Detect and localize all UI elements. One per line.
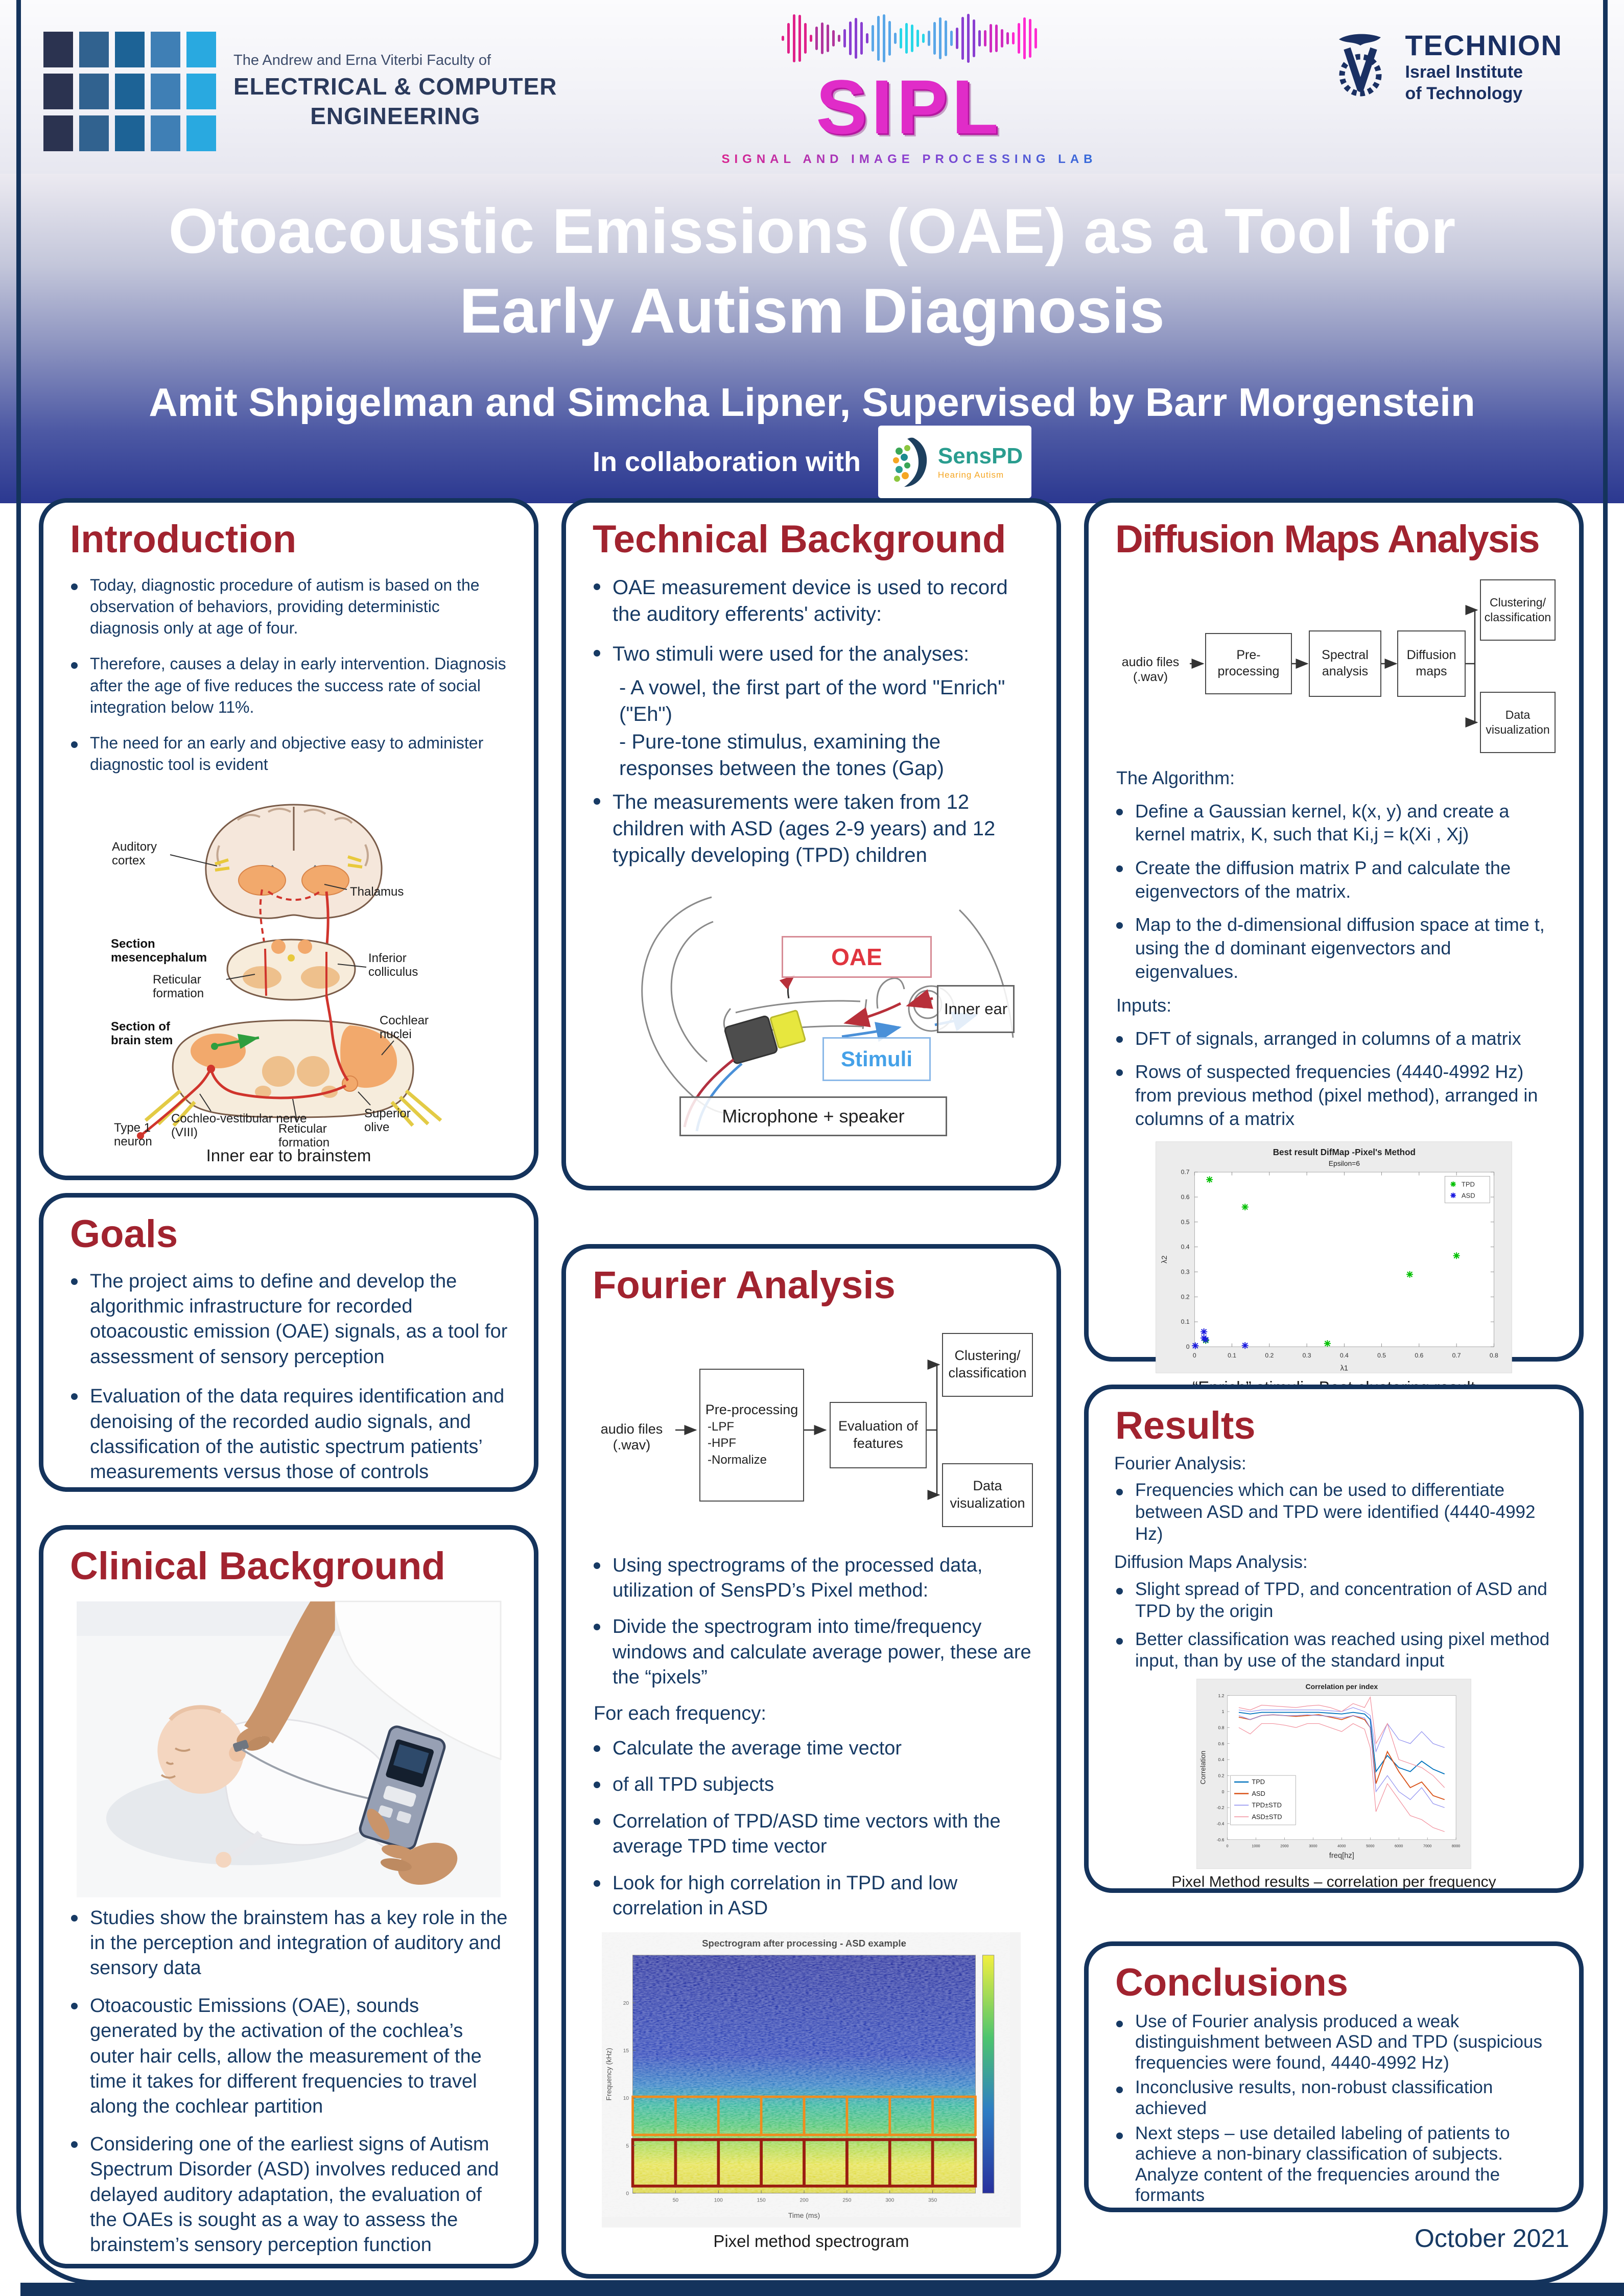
svg-text:TPD±STD: TPD±STD <box>1252 1801 1282 1809</box>
results-bullet-3-text: Better classification was reached using pixel method input, than by use of the standard input <box>1135 1629 1550 1671</box>
pre-item-lpf: -LPF <box>708 1419 735 1434</box>
spectrogram-figure <box>602 1932 1021 2228</box>
dviz-line2: visualization <box>1486 722 1550 736</box>
svg-text:50: 50 <box>672 2197 679 2204</box>
svg-text:7000: 7000 <box>1423 1843 1432 1848</box>
bullet-dot-icon <box>71 583 78 590</box>
svg-text:λ1: λ1 <box>1340 1364 1349 1372</box>
clinical-bullet-3-text: Considering one of the earliest signs of Autism Spectrum Disorder (ASD) involves reduced and delayed auditory adaptation, the evaluation of the OAEs is sought as a way to assess the brainstem’s sensory perception function <box>90 2133 499 2256</box>
ear-label-microphone-speaker: Microphone + speaker <box>679 1096 947 1136</box>
bullet-dot-icon <box>594 1880 600 1887</box>
brain-label-section-brainstem: Section of brain stem <box>111 1020 173 1047</box>
svg-text:0.8: 0.8 <box>1218 1725 1225 1730</box>
diffusion-title: Diffusion Maps Analysis <box>1115 518 1539 561</box>
bullet-dot-icon <box>71 1915 78 1922</box>
svg-text:0.6: 0.6 <box>1218 1741 1225 1746</box>
faculty-line2: ELECTRICAL & COMPUTER <box>233 73 557 100</box>
fourier-bullet-1-text: Using spectrograms of the processed data, utilization of SensPD’s Pixel method: <box>613 1554 983 1601</box>
results-bullet-1 <box>1112 1480 1556 1545</box>
bullet-dot-icon <box>594 583 600 590</box>
tech-bullet-3-text: The measurements were taken from 12 children with ASD (ages 2-9 years) and 12 typically developing (TPD) children <box>613 790 996 866</box>
faculty-logo <box>43 32 557 151</box>
intro-bullet-2-text: Therefore, causes a delay in early intervention. Diagnosis after the age of five reduces the success rate of social integration below 11%. <box>90 654 506 716</box>
fourier-flow-input: audio files (.wav) <box>600 1421 663 1452</box>
results-diffusion-label: Diffusion Maps Analysis: <box>1114 1552 1308 1573</box>
svg-text:0: 0 <box>1186 1343 1190 1350</box>
sipl-logo <box>705 10 1114 167</box>
svg-text:Correlation per index: Correlation per index <box>1305 1682 1378 1691</box>
svg-text:6000: 6000 <box>1395 1843 1403 1848</box>
algorithm-heading: The Algorithm: <box>1116 767 1235 788</box>
technical-title: Technical Background <box>593 518 1006 561</box>
svg-text:3000: 3000 <box>1309 1843 1317 1848</box>
svg-text:-0.4: -0.4 <box>1216 1821 1225 1826</box>
svg-text:0.1: 0.1 <box>1181 1318 1190 1325</box>
goals-bullet-2-text: Evaluation of the data requires identification and denoising of the recorded audio signals, and classification of the autistic spectrum patients’ measurements versus those of controls <box>90 1386 505 1483</box>
bullet-dot-icon <box>71 741 78 748</box>
svg-text:0: 0 <box>1221 1789 1225 1794</box>
footer-band <box>20 2283 1624 2296</box>
sipl-name: SIPL <box>816 64 1003 150</box>
svg-text:TPD: TPD <box>1461 1180 1475 1188</box>
diffusion-flowchart <box>1112 574 1558 753</box>
collaboration-row <box>0 426 1624 498</box>
bullet-dot-icon <box>1116 1489 1123 1495</box>
faculty-logo-squares-icon <box>43 32 216 151</box>
svg-text:Epsilon=6: Epsilon=6 <box>1328 1159 1360 1167</box>
clinical-photo-figure <box>67 1601 510 1897</box>
bullet-dot-icon <box>1116 2021 1123 2027</box>
conclusions-bullet-1 <box>1112 2011 1556 2074</box>
clinical-bullet-2 <box>67 1994 510 2120</box>
conclusions-section <box>1084 1941 1584 2212</box>
viz-line1: Data <box>973 1478 1002 1494</box>
sipl-subtitle: SIGNAL AND IMAGE PROCESSING LAB <box>705 152 1114 167</box>
diffusion-input-2-text: Rows of suspected frequencies (4440-4992 Hz) from previous method (pixel method), arranged in columns of a matrix <box>1135 1061 1538 1129</box>
technion-line2: of Technology <box>1405 83 1523 103</box>
svg-text:100: 100 <box>714 2197 723 2204</box>
svg-text:freq[hz]: freq[hz] <box>1329 1852 1354 1860</box>
results-bullet-3 <box>1112 1629 1556 1672</box>
oae-ear-diagram <box>602 882 1021 1137</box>
bullet-dot-icon <box>1116 809 1123 815</box>
svg-text:1.2: 1.2 <box>1218 1693 1225 1698</box>
diffusion-flow-clustering <box>1480 579 1556 641</box>
dclust-line2: classification <box>1484 610 1551 624</box>
svg-text:0: 0 <box>1226 1843 1229 1848</box>
clinical-bullet-2-text: Otoacoustic Emissions (OAE), sounds generated by the activation of the cochlea’s outer hair cells, allow the measurement of the time it takes for different frequencies to travel along the cochlear partition <box>90 1995 482 2118</box>
diffusion-maps-section <box>1084 498 1584 1372</box>
ear-label-oae: OAE <box>782 936 932 978</box>
technion-logo <box>1328 28 1563 105</box>
svg-text:0.6: 0.6 <box>1181 1193 1190 1201</box>
tech-bullet-1-text: OAE measurement device is used to record the auditory efferents' activity: <box>613 576 1008 625</box>
svg-text:8000: 8000 <box>1451 1843 1461 1848</box>
svg-text:0.2: 0.2 <box>1218 1773 1225 1778</box>
svg-text:15: 15 <box>623 2048 629 2054</box>
eval-line2: features <box>853 1435 903 1451</box>
tech-subitem-puretone: - Pure-tone stimulus, examining the responses between the tones (Gap) <box>619 730 944 780</box>
bullet-dot-icon <box>1116 1638 1123 1645</box>
bullet-dot-icon <box>1116 865 1123 872</box>
intro-bullet-1 <box>67 574 510 639</box>
svg-text:Best result DifMap -Pixel's Me: Best result DifMap -Pixel's Method <box>1273 1147 1416 1157</box>
goals-bullet-1-text: The project aims to define and develop the algorithmic infrastructure for recorded otoacoustic emission (OAE) signals, as a tool for assessment of sensory perception <box>90 1270 508 1368</box>
inputs-heading: Inputs: <box>1116 994 1172 1016</box>
ear-label-inner-ear: Inner ear <box>937 985 1015 1033</box>
brain-label-section-mesencephalum: Section mesencephalum <box>111 937 207 965</box>
svg-text:2000: 2000 <box>1280 1843 1289 1848</box>
dviz-line1: Data <box>1505 708 1531 721</box>
svg-text:5: 5 <box>626 2143 629 2149</box>
fourier-for-each-label: For each frequency: <box>594 1702 766 1724</box>
goals-title: Goals <box>70 1212 178 1256</box>
technical-background-section <box>561 498 1061 1190</box>
faculty-line3: ENGINEERING <box>310 102 481 129</box>
tech-bullet-1 <box>590 574 1033 627</box>
svg-text:0.3: 0.3 <box>1181 1268 1190 1276</box>
svg-text:λ2: λ2 <box>1160 1255 1169 1263</box>
bullet-dot-icon <box>71 1278 78 1285</box>
viz-line2: visualization <box>950 1495 1025 1511</box>
fourier-flow-clustering <box>942 1333 1033 1397</box>
diffusion-flow-maps <box>1397 630 1466 697</box>
technion-text <box>1405 29 1563 104</box>
bullet-dot-icon <box>594 1745 600 1752</box>
correlation-chart <box>1196 1678 1472 1869</box>
spectrogram-xlabel: Time (ms) <box>788 2211 820 2220</box>
diffusion-flow-spectral <box>1309 630 1381 697</box>
svg-text:0.4: 0.4 <box>1339 1351 1349 1359</box>
svg-text:0.4: 0.4 <box>1181 1243 1190 1251</box>
brain-label-reticular-formation-1: Reticular formation <box>153 973 204 1000</box>
results-section <box>1084 1385 1584 1893</box>
bullet-dot-icon <box>594 1782 600 1788</box>
bullet-dot-icon <box>1116 922 1123 929</box>
bullet-dot-icon <box>1116 1069 1123 1076</box>
fourier-analysis-section <box>561 1244 1061 2279</box>
tech-subitem-vowel: - A vowel, the first part of the word "Enrich" ("Eh") <box>619 676 1005 725</box>
brain-label-superior-olive: Superior olive <box>364 1107 411 1134</box>
results-bullet-1-text: Frequencies which can be used to differentiate between ASD and TPD were identified (4440-4992 Hz) <box>1135 1480 1536 1544</box>
svg-text:10: 10 <box>623 2096 629 2102</box>
bullet-dot-icon <box>71 662 78 669</box>
conclusions-bullet-3-text: Next steps – use detailed labeling of patients to achieve a non-binary classification of subjects. Analyze content of the frequencies around the formants <box>1135 2123 1510 2206</box>
sipl-waveform-icon <box>705 10 1114 66</box>
clinical-bullet-3 <box>67 2132 510 2258</box>
fourier-title: Fourier Analysis <box>593 1263 896 1307</box>
faculty-line1: The Andrew and Erna Viterbi Faculty of <box>233 52 491 68</box>
bullet-dot-icon <box>1116 2087 1123 2093</box>
pre-item-hpf: -HPF <box>708 1436 736 1450</box>
svg-text:0.1: 0.1 <box>1228 1351 1237 1359</box>
svg-text:20: 20 <box>623 2001 629 2007</box>
svg-text:0.5: 0.5 <box>1181 1218 1190 1226</box>
bullet-dot-icon <box>594 650 600 657</box>
diffusion-flow-visualization <box>1480 692 1556 753</box>
spectrogram-caption: Pixel method spectrogram <box>713 2232 909 2251</box>
svg-text:0.7: 0.7 <box>1181 1168 1190 1176</box>
dmaps-line2: maps <box>1416 664 1447 678</box>
fourier-flow-pre-items <box>700 1419 767 1468</box>
fourier-bullet-6-text: Look for high correlation in TPD and low correlation in ASD <box>613 1872 958 1919</box>
svg-text:1: 1 <box>1221 1709 1225 1715</box>
results-title: Results <box>1115 1404 1256 1447</box>
diffusion-input-1-text: DFT of signals, arranged in columns of a matrix <box>1135 1027 1521 1049</box>
svg-text:-0.2: -0.2 <box>1216 1805 1225 1811</box>
left-column <box>39 498 538 2279</box>
fourier-flow-preprocessing <box>699 1369 804 1502</box>
fourier-bullet-1 <box>590 1553 1033 1604</box>
pre-item-normalize: -Normalize <box>708 1452 767 1467</box>
poster-title-line2: Early Autism Diagnosis <box>459 276 1165 346</box>
title-banner <box>0 174 1624 503</box>
bullet-dot-icon <box>594 1818 600 1825</box>
svg-text:5000: 5000 <box>1366 1843 1375 1848</box>
svg-text:TPD: TPD <box>1252 1778 1265 1786</box>
brain-label-type1-neuron: Type 1 neuron <box>114 1121 152 1149</box>
bullet-dot-icon <box>71 2003 78 2009</box>
dpre-label: Pre-processing <box>1217 648 1280 678</box>
poster-date: October 2021 <box>1415 2224 1569 2253</box>
svg-text:0.4: 0.4 <box>1218 1757 1225 1763</box>
svg-text:0.2: 0.2 <box>1181 1293 1190 1300</box>
ear-label-stimuli: Stimuli <box>822 1037 931 1081</box>
diffusion-input-2 <box>1112 1060 1556 1130</box>
fourier-bullet-3-text: Calculate the average time vector <box>613 1738 902 1760</box>
intro-bullet-3-text: The need for an early and objective easy to administer diagnostic tool is evident <box>90 734 484 774</box>
svg-text:ASD: ASD <box>1252 1789 1265 1797</box>
diffusion-bullet-3 <box>1112 913 1556 983</box>
technion-line1: Israel Institute <box>1405 62 1523 82</box>
senspd-tagline: Hearing Autism <box>937 470 1004 480</box>
bullet-dot-icon <box>594 798 600 805</box>
tech-bullet-3 <box>590 789 1033 869</box>
fourier-flowchart <box>590 1320 1035 1540</box>
brain-label-auditory-cortex: Auditory cortex <box>112 840 157 868</box>
bullet-dot-icon <box>1116 1036 1123 1043</box>
diffusion-input-1 <box>1112 1027 1556 1050</box>
dspec-line1: Spectral <box>1322 648 1369 663</box>
header <box>0 0 1624 174</box>
authors-line: Amit Shpigelman and Simcha Lipner, Supervised by Barr Morgenstein <box>149 380 1475 425</box>
svg-text:250: 250 <box>842 2197 852 2204</box>
poster-title-line1: Otoacoustic Emissions (OAE) as a Tool for <box>168 196 1456 267</box>
clust-line2: classification <box>948 1365 1027 1381</box>
svg-text:300: 300 <box>885 2197 895 2204</box>
bullet-dot-icon <box>71 2141 78 2148</box>
svg-text:0: 0 <box>1192 1351 1196 1359</box>
conclusions-bullet-2 <box>1112 2077 1556 2119</box>
goals-bullet-2 <box>67 1384 510 1485</box>
tech-bullet-2-text: Two stimuli were used for the analyses: <box>613 642 970 665</box>
svg-text:150: 150 <box>757 2197 766 2204</box>
svg-text:4000: 4000 <box>1337 1843 1346 1848</box>
brain-figure-caption: Inner ear to brainstem <box>206 1146 371 1165</box>
svg-text:0.8: 0.8 <box>1489 1351 1498 1359</box>
baby-oae-test-photo <box>77 1601 501 1897</box>
introduction-section <box>39 498 538 1180</box>
diffusion-bullet-1-text: Define a Gaussian kernel, k(x, y) and create a kernel matrix, K, such that Ki,j = k(Xi , Xj) <box>1135 800 1510 845</box>
diffusion-bullet-2-text: Create the diffusion matrix P and calculate the eigenvectors of the matrix. <box>1135 857 1511 902</box>
dclust-line1: Clustering/ <box>1490 595 1546 609</box>
spectrogram-ylabel: Frequency (kHz) <box>604 2048 613 2101</box>
fourier-bullet-4 <box>590 1772 1033 1797</box>
brain-label-cochleo-vestibular: Cochleo-vestibular nerve (VIII) <box>171 1112 307 1139</box>
fourier-flow-visualization <box>942 1463 1033 1527</box>
diffusion-bullet-2 <box>1112 856 1556 903</box>
senspd-name: SensPD <box>937 443 1023 468</box>
svg-text:1000: 1000 <box>1252 1843 1260 1848</box>
fourier-bullet-4-text: of all TPD subjects <box>613 1774 774 1796</box>
svg-text:0.5: 0.5 <box>1377 1351 1386 1359</box>
fourier-bullet-5-text: Correlation of TPD/ASD time vectors with the average TPD time vector <box>613 1810 1001 1858</box>
technion-name: TECHNION <box>1405 29 1563 62</box>
svg-text:0.3: 0.3 <box>1302 1351 1311 1359</box>
clinical-title: Clinical Background <box>70 1544 445 1588</box>
svg-text:ASD±STD: ASD±STD <box>1252 1813 1282 1821</box>
faculty-logo-text <box>233 52 557 131</box>
fourier-bullet-2-text: Divide the spectrogram into time/frequency windows and calculate average power, these are the “pixels” <box>613 1616 1031 1689</box>
brain-label-cochlear-nuclei: Cochlear nuclei <box>380 1014 429 1041</box>
intro-bullet-1-text: Today, diagnostic procedure of autism is based on the observation of behaviors, providing deterministic diagnosis only at age of four. <box>90 575 480 638</box>
svg-text:0.7: 0.7 <box>1452 1351 1461 1359</box>
goals-bullet-1 <box>67 1269 510 1370</box>
bullet-dot-icon <box>1116 2133 1123 2139</box>
brain-label-inferior-colliculus: Inferior colliculus <box>368 951 418 979</box>
svg-text:0.6: 0.6 <box>1415 1351 1424 1359</box>
diffusion-flow-preprocessing <box>1205 633 1292 694</box>
bullet-dot-icon <box>1116 1588 1123 1595</box>
svg-text:Correlation: Correlation <box>1199 1750 1207 1785</box>
fourier-bullet-3 <box>590 1736 1033 1761</box>
senspd-logo <box>878 426 1031 498</box>
clinical-bullet-1 <box>67 1906 510 1981</box>
clinical-bullet-1-text: Studies show the brainstem has a key role in the in the perception and integration of auditory and sensory data <box>90 1907 508 1979</box>
svg-text:-0.6: -0.6 <box>1216 1837 1225 1842</box>
fourier-bullet-5 <box>590 1809 1033 1860</box>
diffusion-flow-input: audio files (.wav) <box>1121 654 1180 684</box>
conclusions-title: Conclusions <box>1115 1961 1349 2004</box>
fourier-flow-pre-title: Pre-processing <box>705 1402 798 1418</box>
svg-text:0: 0 <box>626 2191 629 2197</box>
dspec-line2: analysis <box>1322 664 1369 678</box>
technion-gear-icon <box>1328 28 1394 105</box>
svg-text:0.2: 0.2 <box>1265 1351 1274 1359</box>
tech-bullet-2 <box>590 641 1033 667</box>
svg-text:350: 350 <box>928 2197 937 2204</box>
clinical-background-section <box>39 1525 538 2268</box>
spectrogram-title: Spectrogram after processing - ASD example <box>702 1938 906 1949</box>
bullet-dot-icon <box>594 1562 600 1569</box>
bullet-dot-icon <box>71 1393 78 1400</box>
fourier-bullet-2 <box>590 1614 1033 1690</box>
diffusion-bullet-3-text: Map to the d-dimensional diffusion space at time t, using the d dominant eigenvectors and eigenvalues. <box>1135 914 1545 982</box>
introduction-title: Introduction <box>70 518 297 561</box>
brain-label-reticular-formation-2: Reticular formation <box>278 1122 330 1150</box>
fourier-flow-evaluation <box>830 1402 927 1468</box>
diffusion-bullet-1 <box>1112 800 1556 846</box>
conclusions-bullet-3 <box>1112 2123 1556 2206</box>
svg-text:ASD: ASD <box>1461 1191 1475 1200</box>
brain-label-thalamus: Thalamus <box>350 885 404 899</box>
collaboration-label: In collaboration with <box>593 447 861 477</box>
intro-bullet-2 <box>67 653 510 718</box>
goals-section <box>39 1193 538 1492</box>
bullet-dot-icon <box>594 1624 600 1630</box>
svg-text:200: 200 <box>799 2197 809 2204</box>
results-bullet-2-text: Slight spread of TPD, and concentration of ASD and TPD by the origin <box>1135 1579 1547 1621</box>
results-bullet-2 <box>1112 1579 1556 1622</box>
conclusions-bullet-2-text: Inconclusive results, non-robust classification achieved <box>1135 2077 1493 2118</box>
right-column <box>1084 498 1584 2279</box>
dmaps-line1: Diffusion <box>1406 648 1456 663</box>
intro-bullet-3 <box>67 732 510 775</box>
clust-line1: Clustering/ <box>954 1348 1021 1364</box>
content-columns <box>39 498 1584 2279</box>
brainstem-pathway-figure <box>110 789 467 1150</box>
correlation-caption: Pixel Method results – correlation per frequency <box>1171 1873 1496 1890</box>
eval-line1: Evaluation of <box>838 1418 919 1434</box>
fourier-bullet-6 <box>590 1871 1033 1922</box>
conclusions-bullet-1-text: Use of Fourier analysis produced a weak distinguishment between ASD and TPD (suspicious frequencies were found, 4440-4992 Hz) <box>1135 2011 1543 2073</box>
middle-column <box>561 498 1061 2279</box>
difmap-scatter-chart <box>1155 1141 1513 1374</box>
results-fourier-label: Fourier Analysis: <box>1114 1453 1246 1473</box>
senspd-icon <box>887 434 931 490</box>
